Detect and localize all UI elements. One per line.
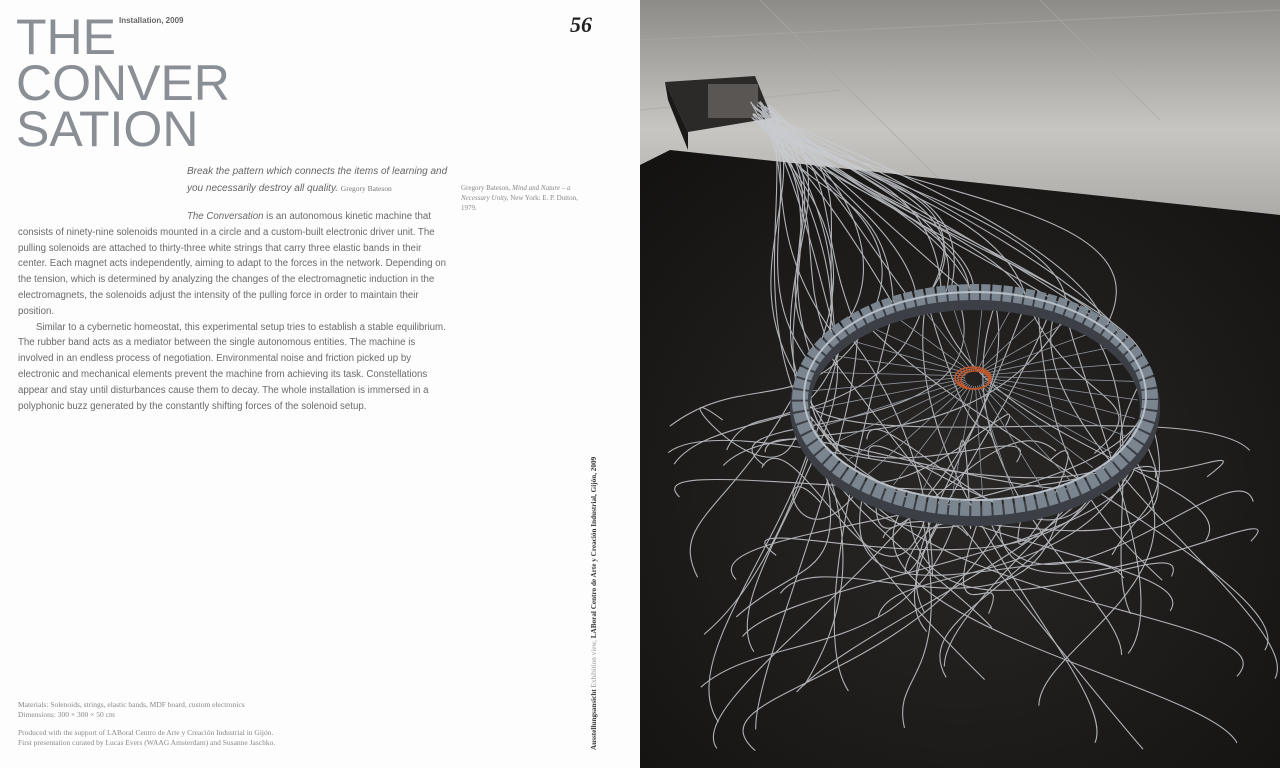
- body-text: [18, 209, 448, 414]
- sidenote-author: Gregory Bateson,: [461, 184, 511, 192]
- caption-label-de: Ausstellungsansicht: [590, 689, 598, 750]
- materials-line: Materials: Solenoids, strings, elastic bands, MDF board, custom electronics: [18, 700, 245, 709]
- title-line-3: SATION: [16, 101, 199, 157]
- caption-venue: LABoral Centro de Arte y Creación Industrial, Gijón, 2009: [590, 456, 598, 639]
- body-paragraph-1: [18, 209, 448, 320]
- quote-author: Gregory Bateson: [340, 184, 392, 193]
- curation-line: First presentation curated by Lucas Evers (WAAG Amsterdam) and Susanne Jaschko.: [18, 738, 276, 747]
- body-paragraph-2: Similar to a cybernetic homeostat, this experimental setup tries to establish a stable equilibrium. The rubber band acts as a mediator between the single autonomous entities. The machine is involved in an endless process of negotiation. Environmental noise and friction picked up by electronic and mechanical elements prevent the machine from achieving its task. Constellations appear and stay until disturbances cause them to decay. The whole installation is immersed in a polyphonic buzz generated by the constantly shifting forces of the solenoid setup.: [18, 321, 446, 412]
- support-block: [18, 728, 418, 748]
- photo-illustration: [640, 0, 1280, 768]
- sidenote-citation: [461, 183, 591, 213]
- epigraph-quote: [187, 163, 457, 197]
- sidenote-publisher: New York: E. P. Dutton, 1979.: [461, 194, 578, 212]
- work-title: The Conversation: [187, 211, 264, 222]
- credits-footer: [18, 700, 418, 756]
- title-line-1: THE: [16, 9, 116, 65]
- support-line: Produced with the support of LABoral Centro de Arte y Creación Industrial in Gijón.: [18, 728, 274, 737]
- page-number: 56: [570, 12, 592, 37]
- dark-carpet: [640, 150, 1280, 768]
- sidenote-book: Mind and Nature – a Necessary Unity,: [461, 184, 571, 202]
- caption-label-en: Exhibition view,: [590, 640, 598, 688]
- subtitle: Installation, 2009: [119, 16, 184, 25]
- quote-text: Break the pattern which connects the items of learning and you necessarily destroy all quality.: [187, 166, 448, 194]
- page-title: [16, 9, 230, 157]
- materials-block: [18, 700, 418, 720]
- body-paragraph-1-text: is an autonomous kinetic machine that consists of ninety-nine solenoids mounted in a circle and a custom-built electronic driver unit. The pulling solenoids are attached to thirty-three white strings that carry three elastic bands in their center. Each magnet acts independently, aiming to adapt to the forces in the network. Depending on the tension, which is determined by analyzing the changes of the electromagnetic induction in the electromagnets, the solenoids adjust the intensity of the pulling force in order to maintain their position.: [18, 211, 446, 317]
- title-line-2: CONVER: [16, 55, 230, 111]
- photo-caption: [590, 457, 598, 750]
- dimensions-line: Dimensions: 300 × 300 × 50 cm: [18, 710, 115, 719]
- installation-photo: [640, 0, 1280, 768]
